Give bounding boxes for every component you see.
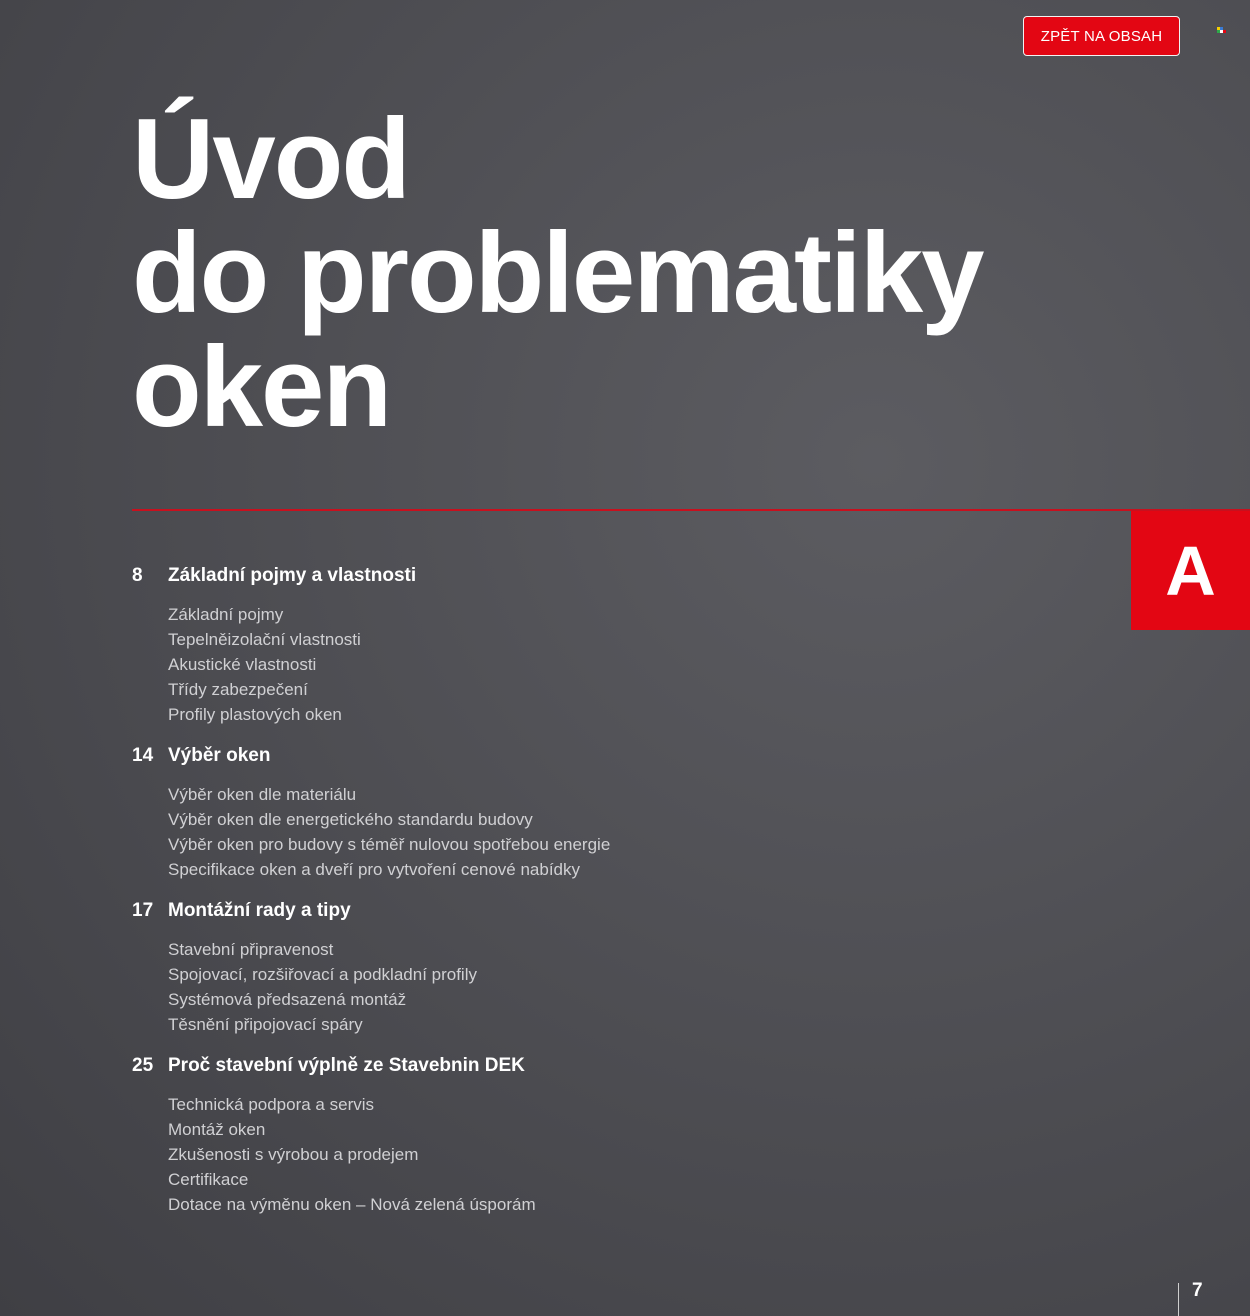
- toc-item[interactable]: Specifikace oken a dveří pro vytvoření cenové nabídky: [168, 860, 581, 879]
- toc-section: [132, 745, 832, 882]
- toc-item[interactable]: Výběr oken dle materiálu: [168, 785, 357, 804]
- toc-item[interactable]: Třídy zabezpečení: [168, 680, 308, 699]
- toc-item[interactable]: Výběr oken dle energetického standardu budovy: [168, 810, 533, 829]
- toc-heading[interactable]: [132, 1055, 832, 1081]
- toc-page-number: 14: [132, 745, 154, 766]
- back-to-contents-button[interactable]: ZPĚT NA OBSAH: [1023, 16, 1180, 56]
- toc-item[interactable]: Zkušenosti s výrobou a prodejem: [168, 1145, 419, 1164]
- toc-heading-label: Proč stavební výplně ze Stavebnin DEK: [168, 1055, 525, 1076]
- toc-section: [132, 565, 832, 727]
- page-number-divider: [1178, 1283, 1179, 1316]
- toc-page-number: 8: [132, 565, 143, 586]
- toc-heading-label: Základní pojmy a vlastnosti: [168, 565, 417, 586]
- toc-item[interactable]: Výběr oken pro budovy s téměř nulovou spotřebou energie: [168, 835, 611, 854]
- toc-item[interactable]: Technická podpora a servis: [168, 1095, 375, 1114]
- title-line-3: oken: [132, 324, 391, 451]
- toc-heading[interactable]: [132, 900, 832, 926]
- toc-item[interactable]: Profily plastových oken: [168, 705, 342, 724]
- toc-item[interactable]: Stavební připravenost: [168, 940, 334, 959]
- toc-heading[interactable]: [132, 745, 832, 771]
- toc-item[interactable]: Spojovací, rozšiřovací a podkladní profily: [168, 965, 477, 984]
- toc-item[interactable]: Základní pojmy: [168, 605, 284, 624]
- toc-item[interactable]: Těsnění připojovací spáry: [168, 1015, 363, 1034]
- divider-rule: [132, 509, 1250, 511]
- table-of-contents: [132, 565, 832, 1235]
- toc-section: [132, 1055, 832, 1217]
- toc-item[interactable]: Akustické vlastnosti: [168, 655, 317, 674]
- toc-item[interactable]: Systémová předsazená montáž: [168, 990, 407, 1009]
- toc-heading[interactable]: [132, 565, 832, 591]
- toc-heading-label: Výběr oken: [168, 745, 271, 766]
- toc-section: [132, 900, 832, 1037]
- toc-page-number: 25: [132, 1055, 154, 1076]
- pixel-icon: [1217, 27, 1226, 35]
- toc-page-number: 17: [132, 900, 154, 921]
- toc-item[interactable]: Dotace na výměnu oken – Nová zelená úsporám: [168, 1195, 536, 1214]
- page-number: 7: [1192, 1280, 1203, 1301]
- title-line-1: Úvod: [132, 96, 409, 223]
- page-title: [132, 96, 983, 451]
- toc-item[interactable]: Tepelněizolační vlastnosti: [168, 630, 361, 649]
- title-line-2: do problematiky: [132, 210, 983, 337]
- toc-heading-label: Montážní rady a tipy: [168, 900, 351, 921]
- toc-item[interactable]: Certifikace: [168, 1170, 249, 1189]
- section-letter-badge: A: [1131, 511, 1250, 630]
- toc-item[interactable]: Montáž oken: [168, 1120, 266, 1139]
